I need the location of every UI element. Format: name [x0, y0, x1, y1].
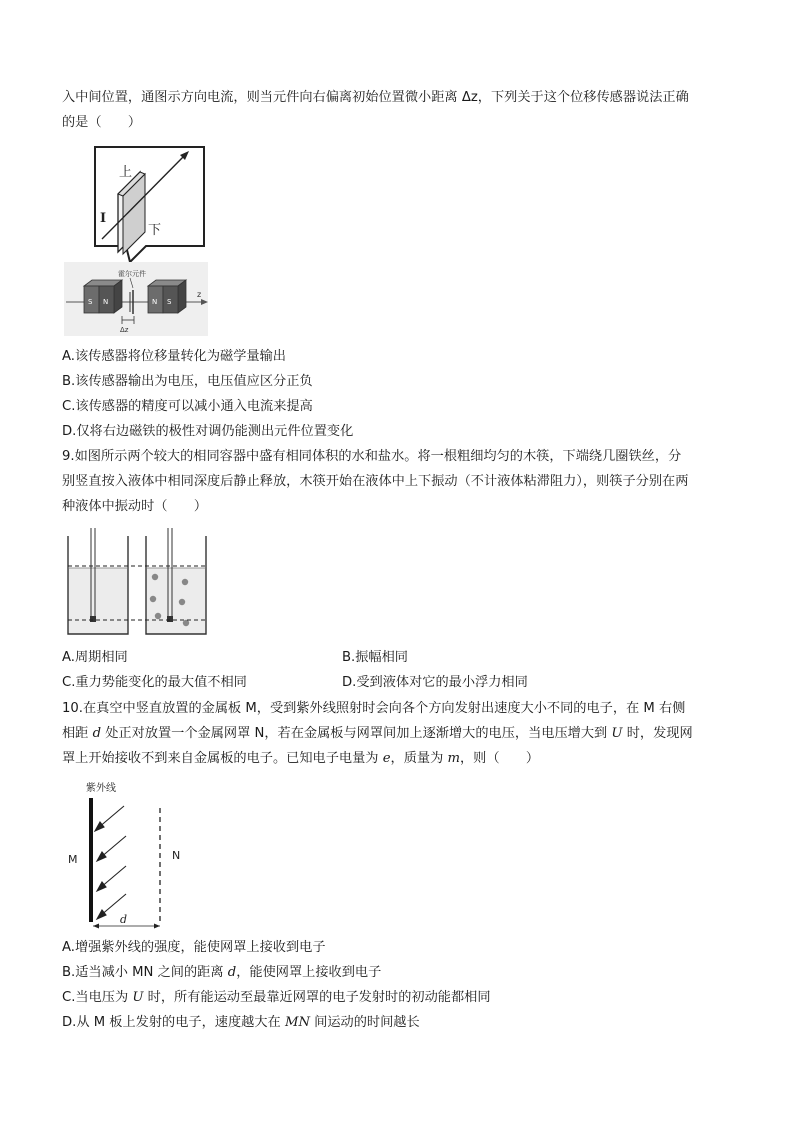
q9-option-b: B.振幅相同 — [342, 650, 408, 665]
var-mn: MN — [284, 1015, 310, 1030]
label-up: 上 — [119, 165, 133, 180]
label-z: z — [197, 290, 202, 299]
label-d: d — [120, 913, 128, 926]
q10-stem-text: 罩上开始接收不到来自金属板的电子。已知电子电量为 — [62, 751, 383, 766]
var-m: m — [447, 751, 460, 766]
q8-stem-line-1: 入中间位置，通图示方向电流，则当元件向右偏离初始位置微小距离 Δz，下列关于这个位移传感器说法正确 — [62, 90, 689, 105]
q10-stem-line-1: 10.在真空中竖直放置的金属板 M，受到紫外线照射时会向各个方向发射出速度大小不同的电子，在 M 右侧 — [62, 701, 686, 716]
q10-option-c — [62, 989, 491, 1007]
q10-stem-text: 处正对放置一个金属网罩 N，若在金属板与网罩间加上逐渐增大的电压，当电压增大到 — [101, 726, 612, 741]
q9-option-d: D.受到液体对它的最小浮力相同 — [342, 675, 528, 690]
q10-option-a: A.增强紫外线的强度，能使网罩上接收到电子 — [62, 940, 326, 955]
q10-stem-text: 相距 — [62, 726, 93, 741]
var-u: U — [611, 726, 623, 741]
plate-mesh-figure — [64, 778, 194, 930]
q10-option-text: 时，所有能运动至最靠近网罩的电子发射时的初动能都相同 — [143, 990, 491, 1005]
q10-stem-line-2 — [62, 725, 693, 743]
label-m: M — [68, 853, 78, 866]
containers-figure — [64, 526, 214, 638]
q9-stem-line-3: 种液体中振动时（ ） — [62, 499, 208, 514]
magnet-left-pole-2: N — [103, 298, 109, 306]
var-d: d — [92, 726, 102, 741]
var-u: U — [132, 990, 144, 1005]
q8-stem-line-2: 的是（ ） — [62, 115, 142, 130]
hall-sensor-figure — [62, 142, 212, 338]
q9-stem-line-2: 别竖直按入液体中相同深度后静止释放，木筷开始在液体中上下振动（不计液体粘滞阻力），则筷子分别在两 — [62, 474, 689, 489]
q10-option-d — [62, 1014, 420, 1032]
q10-option-text: D.从 M 板上发射的电子，速度越大在 — [62, 1015, 285, 1030]
q10-stem-line-3 — [62, 750, 539, 768]
magnet-right-pole-2: S — [167, 298, 172, 306]
q9-stem-line-1: 9.如图所示两个较大的相同容器中盛有相同体积的水和盐水。将一根粗细均匀的木筷，下端绕几圈铁丝，分 — [62, 449, 682, 464]
q10-stem-text: ，则（ ） — [459, 751, 540, 766]
magnet-right-pole-1: N — [152, 298, 158, 306]
var-d: d — [227, 965, 237, 980]
q10-option-text: 间运动的时间越长 — [309, 1015, 420, 1030]
var-e: e — [382, 751, 391, 766]
label-down: 下 — [148, 223, 162, 238]
magnet-left-pole-1: S — [88, 298, 93, 306]
label-delta-z: Δz — [120, 326, 129, 334]
q9-option-c: C.重力势能变化的最大值不相同 — [62, 675, 247, 690]
q10-option-b — [62, 964, 381, 982]
label-n: N — [172, 849, 181, 862]
q10-stem-text: ，质量为 — [390, 751, 448, 766]
q10-option-text: ，能使网罩上接收到电子 — [236, 965, 382, 980]
q10-stem-text: 时，发现网 — [622, 726, 693, 741]
label-hall-element: 霍尔元件 — [118, 270, 146, 278]
label-uv: 紫外线 — [86, 783, 116, 794]
label-current: I — [100, 211, 107, 226]
q10-option-text: C.当电压为 — [62, 990, 133, 1005]
q8-option-a: A.该传感器将位移量转化为磁学量输出 — [62, 349, 286, 364]
q9-option-a: A.周期相同 — [62, 650, 128, 665]
q10-option-text: B.适当减小 MN 之间的距离 — [62, 965, 228, 980]
q8-option-b: B.该传感器输出为电压，电压值应区分正负 — [62, 374, 313, 389]
q8-option-d: D.仅将右边磁铁的极性对调仍能测出元件位置变化 — [62, 424, 354, 439]
q8-option-c: C.该传感器的精度可以减小通入电流来提高 — [62, 399, 313, 414]
